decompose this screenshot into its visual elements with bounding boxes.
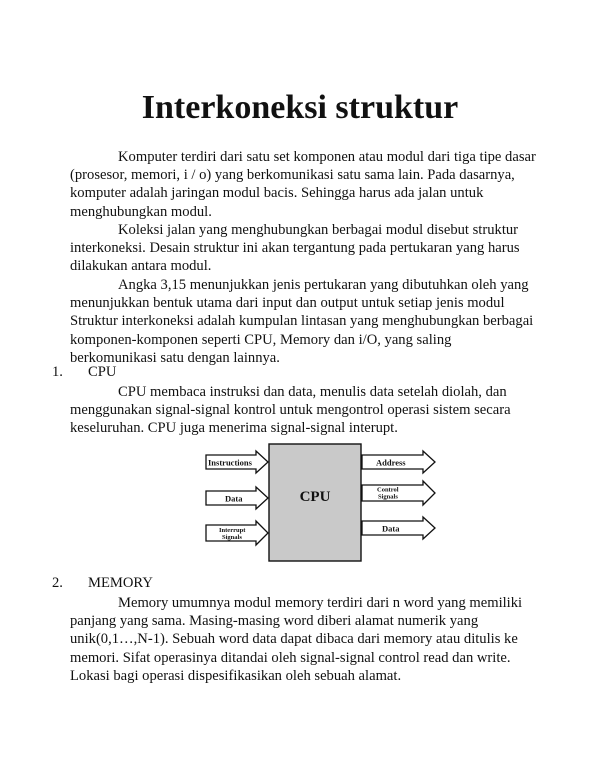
section-number-cpu: 1.: [52, 364, 63, 380]
memory-paragraph: Memory umumnya modul memory terdiri dari n word yang memiliki panjang yang sama. Masing-masing word diberi alamat numerik yang unik(0,1…,N-1). Sebuah word data dapat dibaca dari memory atau ditulis ke memori. Sifat operasinya ditandai oleh signal-signal control read dan write. Lokasi bagi operasi dispesifikasikan oleh sebuah alamat.: [70, 595, 523, 684]
section-heading-cpu: CPU: [88, 364, 117, 380]
page-title: Interkoneksi struktur: [141, 89, 459, 126]
interrupt-label: Interrupt: [219, 527, 246, 534]
section-number-memory: 2.: [52, 575, 63, 591]
instructions-label: Instructions: [208, 457, 252, 468]
control-label: Control: [377, 486, 399, 494]
data-output-label: Data: [382, 523, 400, 534]
cpu-label: CPU: [299, 489, 331, 505]
interrupt-signals-label: Signals: [222, 534, 242, 541]
intro-paragraph-3: Angka 3,15 menunjukkan jenis pertukaran yang dibutuhkan oleh yang menunjukkan bentuk utama dari input dan output untuk setiap jenis modul Struktur interkoneksi adalah kumpulan lintasan yang menghubungkan berbagai komponen-komponen seperti CPU, Memory dan i/O, yang saling berkomunikasi satu dengan lainnya.: [70, 277, 534, 366]
intro-paragraph-1: Komputer terdiri dari satu set komponen atau modul dari tiga tipe dasar (prosesor, memori, i / o) yang berkomunikasi satu sama lain. Pada dasarnya, komputer adalah jaringan modul bacis. Sehingga harus ada jalan untuk menghubungkan modul.: [70, 149, 536, 220]
section-heading-memory: MEMORY: [88, 575, 153, 591]
cpu-diagram: [205, 441, 437, 565]
control-signals-label: Signals: [378, 493, 398, 501]
intro-paragraph-2: Koleksi jalan yang menghubungkan berbagai modul disebut struktur interkoneksi. Desain struktur ini akan tergantung pada pertukaran yang harus dilakukan antara modul.: [70, 222, 520, 275]
address-label: Address: [376, 457, 406, 468]
cpu-paragraph: CPU membaca instruksi dan data, menulis data setelah diolah, dan menggunakan signal-signal kontrol untuk mengontrol operasi sistem secara keseluruhan. CPU juga menerima signal-signal interupt.: [70, 384, 511, 437]
data-input-label: Data: [225, 493, 243, 504]
